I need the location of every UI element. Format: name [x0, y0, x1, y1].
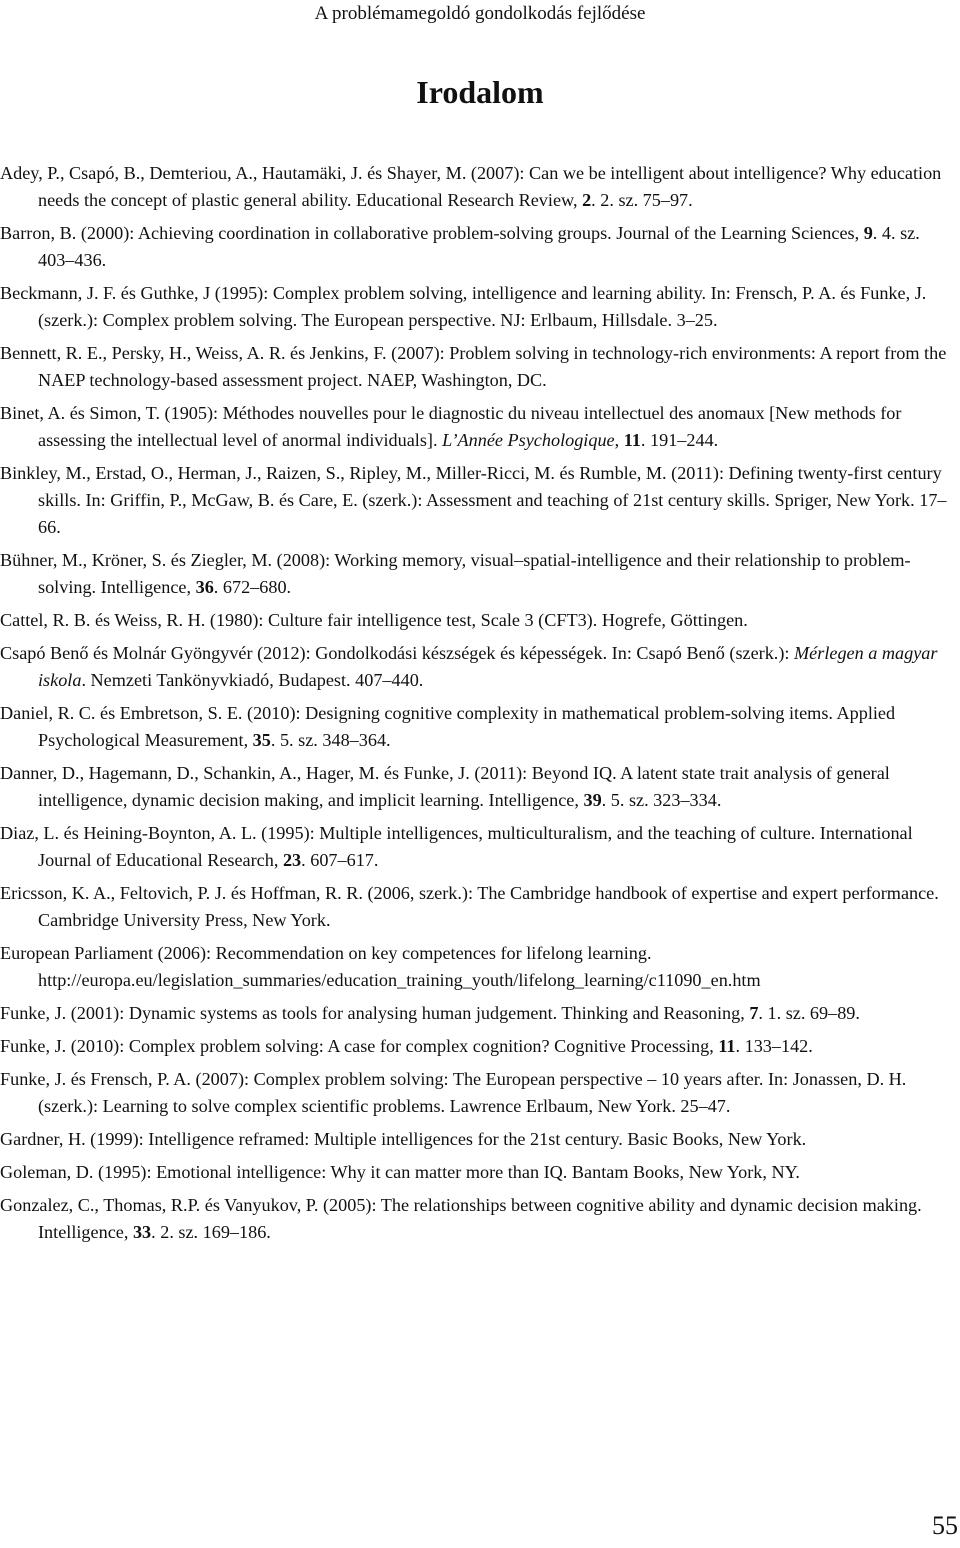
reference-item	[0, 607, 958, 634]
reference-volume: 9	[863, 223, 873, 243]
reference-text: European Parliament (2006): Recommendation on key competences for lifelong learning. http://europa.eu/legislation_summaries/education_training_youth/lifelong_learning/c11090_en.htm	[0, 943, 761, 990]
reference-text: Funke, J. és Frensch, P. A. (2007): Complex problem solving: The European perspective – 10 years after. In: Jonassen, D. H. (szerk.): Learning to solve complex scientific problems. Lawrence Erlbaum, New York. 25–47.	[0, 1069, 907, 1116]
reference-item	[0, 460, 958, 541]
reference-text: Daniel, R. C. és Embretson, S. E. (2010): Designing cognitive complexity in mathematical problem-solving items. Applied Psychological Measurement,	[0, 703, 896, 750]
reference-item	[0, 1159, 958, 1186]
reference-pages: . 5. sz. 323–334.	[601, 790, 722, 810]
reference-item	[0, 940, 958, 994]
reference-text: Barron, B. (2000): Achieving coordination in collaborative problem-solving groups. Journal of the Learning Sciences,	[0, 223, 864, 243]
reference-pages: . Nemzeti Tankönyvkiadó, Budapest. 407–440.	[81, 670, 424, 690]
page-number: 55	[932, 1511, 958, 1540]
reference-item	[0, 1000, 958, 1027]
reference-volume: 7	[749, 1003, 759, 1023]
reference-text: Cattel, R. B. és Weiss, R. H. (1980): Culture fair intelligence test, Scale 3 (CFT3). Hogrefe, Göttingen.	[0, 610, 748, 630]
reference-text: Ericsson, K. A., Feltovich, P. J. és Hoffman, R. R. (2006, szerk.): The Cambridge handbook of expertise and expert performance. Cambridge University Press, New York.	[0, 883, 939, 930]
reference-volume: 2	[582, 190, 592, 210]
reference-item	[0, 1126, 958, 1153]
reference-text: Csapó Benő és Molnár Gyöngyvér (2012): Gondolkodási készségek és képességek. In: Csapó Benő (szerk.):	[0, 643, 795, 663]
reference-journal: L’Année Psychologique	[442, 430, 615, 450]
reference-text: Adey, P., Csapó, B., Demteriou, A., Hautamäki, J. és Shayer, M. (2007): Can we be intelligent about intelligence? Why education needs the concept of plastic general ability. Educational Research Review,	[0, 163, 942, 210]
reference-item	[0, 1192, 958, 1246]
reference-pages: . 1. sz. 69–89.	[758, 1003, 860, 1023]
reference-text: Gonzalez, C., Thomas, R.P. és Vanyukov, P. (2005): The relationships between cognitive ability and dynamic decision making. Intelligence,	[0, 1195, 922, 1242]
page-title: Irodalom	[416, 74, 544, 110]
reference-volume: 23	[282, 850, 302, 870]
reference-volume: 11	[623, 430, 641, 450]
reference-item	[0, 820, 958, 874]
reference-pages: . 5. sz. 348–364.	[270, 730, 391, 750]
reference-pages: . 4. sz. 403–436.	[38, 223, 920, 270]
reference-text: Funke, J. (2001): Dynamic systems as tools for analysing human judgement. Thinking and Reasoning,	[0, 1003, 750, 1023]
reference-text: Danner, D., Hagemann, D., Schankin, A., Hager, M. és Funke, J. (2011): Beyond IQ. A latent state trait analysis of general intelligence, dynamic decision making, and implicit learning. Intelligence,	[0, 763, 890, 810]
reference-pages: . 607–617.	[301, 850, 379, 870]
reference-pages: . 672–680.	[213, 577, 292, 597]
reference-text: Diaz, L. és Heining-Boynton, A. L. (1995): Multiple intelligences, multiculturalism, and the teaching of culture. International Journal of Educational Research,	[0, 823, 913, 870]
reference-item	[0, 880, 958, 934]
reference-book-title: Mérlegen a magyar iskola	[38, 643, 938, 690]
reference-pages: . 2. sz. 75–97.	[591, 190, 693, 210]
reference-item	[0, 280, 958, 334]
reference-item	[0, 760, 958, 814]
reference-item	[0, 220, 958, 274]
reference-item	[0, 1033, 958, 1060]
reference-item	[0, 340, 958, 394]
reference-text: Bennett, R. E., Persky, H., Weiss, A. R. és Jenkins, F. (2007): Problem solving in technology-rich environments: A report from the NAEP technology-based assessment project. NAEP, Washington, DC.	[0, 343, 947, 390]
reference-list	[0, 160, 958, 1252]
reference-text: Goleman, D. (1995): Emotional intelligence: Why it can matter more than IQ. Bantam Books, New York, NY.	[0, 1162, 800, 1182]
reference-pages: . 133–142.	[735, 1036, 813, 1056]
reference-text: Bühner, M., Kröner, S. és Ziegler, M. (2008): Working memory, visual–spatial-intelligence and their relationship to problem-solving. Intelligence,	[0, 550, 911, 597]
reference-volume: 11	[718, 1036, 736, 1056]
reference-item	[0, 700, 958, 754]
reference-text: Beckmann, J. F. és Guthke, J (1995): Complex problem solving, intelligence and learning ability. In: Frensch, P. A. és Funke, J. (szerk.): Complex problem solving. The European perspective. NJ: Erlbaum, Hillsdale. 3–25.	[0, 283, 927, 330]
running-header: A problémamegoldó gondolkodás fejlődése	[314, 3, 646, 24]
reference-text: Binkley, M., Erstad, O., Herman, J., Raizen, S., Ripley, M., Miller-Ricci, M. és Rumble, M. (2011): Defining twenty-first century skills. In: Griffin, P., McGaw, B. és Care, E. (szerk.): Assessment and teaching of 21st century skills. Spriger, New York. 17–66.	[0, 463, 947, 537]
reference-item	[0, 400, 958, 454]
reference-text: Gardner, H. (1999): Intelligence reframed: Multiple intelligences for the 21st century. Basic Books, New York.	[0, 1129, 807, 1149]
reference-volume: 33	[132, 1222, 152, 1242]
reference-volume: 39	[583, 790, 602, 810]
reference-text: Funke, J. (2010): Complex problem solving: A case for complex cognition? Cognitive Processing,	[0, 1036, 719, 1056]
reference-text: Binet, A. és Simon, T. (1905): Méthodes nouvelles pour le diagnostic du niveau intellectuel des anomaux [New methods for assessing the intellectual level of anormal individuals].	[0, 403, 902, 450]
reference-item	[0, 640, 958, 694]
reference-separator: ,	[614, 430, 624, 450]
reference-pages: . 2. sz. 169–186.	[151, 1222, 271, 1242]
reference-pages: . 191–244.	[640, 430, 719, 450]
reference-item	[0, 547, 958, 601]
reference-volume: 35	[252, 730, 271, 750]
reference-item	[0, 160, 958, 214]
reference-volume: 36	[195, 577, 214, 597]
reference-item	[0, 1066, 958, 1120]
